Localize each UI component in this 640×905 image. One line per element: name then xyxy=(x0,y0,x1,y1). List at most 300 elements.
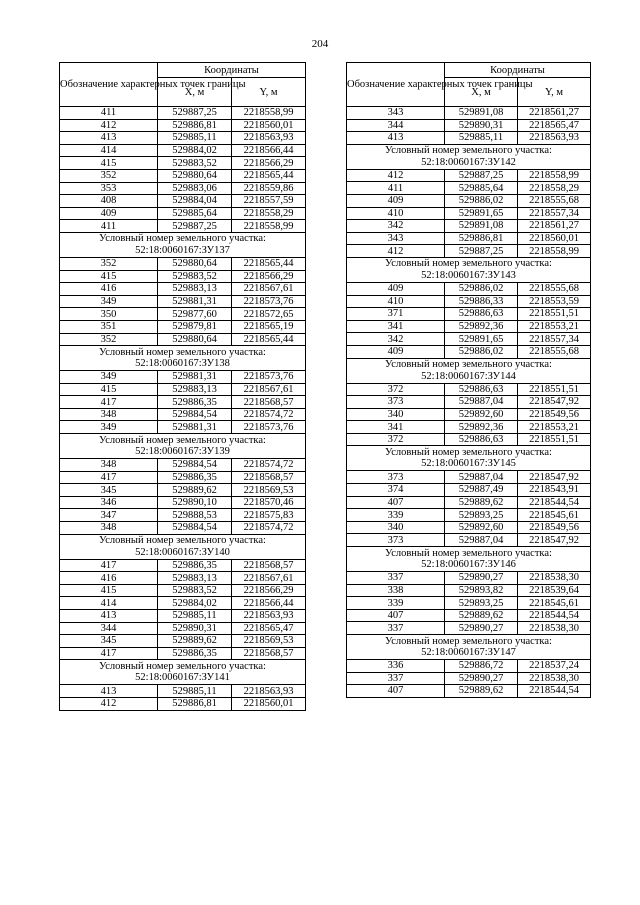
section-header-row xyxy=(60,660,306,685)
x-coordinate-cell: 529885,11 xyxy=(158,132,232,145)
x-coordinate-cell: 529891,08 xyxy=(445,220,518,233)
table-row xyxy=(347,609,591,622)
x-coordinate-cell: 529880,64 xyxy=(158,257,232,270)
table-row xyxy=(347,107,591,120)
point-id-cell: 413 xyxy=(60,610,158,623)
x-coordinate-cell: 529890,31 xyxy=(445,119,518,132)
land-plot-number: Условный номер земельного участка: 52:18:0060167:ЗУ143 xyxy=(347,257,591,282)
table-row xyxy=(60,647,306,660)
point-id-cell: 351 xyxy=(60,320,158,333)
y-coordinate-cell: 2218565,19 xyxy=(232,320,306,333)
table-row xyxy=(60,635,306,648)
x-coordinate-cell: 529893,82 xyxy=(445,584,518,597)
x-coordinate-cell: 529883,52 xyxy=(158,270,232,283)
point-id-cell: 411 xyxy=(60,107,158,120)
x-coordinate-cell: 529886,33 xyxy=(445,295,518,308)
y-coordinate-cell: 2218574,72 xyxy=(232,522,306,535)
point-id-cell: 344 xyxy=(60,622,158,635)
header-x: X, м xyxy=(158,78,232,107)
x-coordinate-cell: 529893,25 xyxy=(445,597,518,610)
point-id-cell: 373 xyxy=(347,471,445,484)
point-id-cell: 372 xyxy=(347,433,445,446)
point-id-cell: 374 xyxy=(347,484,445,497)
table-row xyxy=(347,308,591,321)
header-designation: Обозначение характерных точек границы xyxy=(60,63,158,107)
x-coordinate-cell: 529880,64 xyxy=(158,333,232,346)
y-coordinate-cell: 2218575,83 xyxy=(232,509,306,522)
x-coordinate-cell: 529886,02 xyxy=(445,282,518,295)
x-coordinate-cell: 529884,04 xyxy=(158,195,232,208)
y-coordinate-cell: 2218569,53 xyxy=(232,635,306,648)
y-coordinate-cell: 2218557,34 xyxy=(518,333,591,346)
x-coordinate-cell: 529886,63 xyxy=(445,383,518,396)
x-coordinate-cell: 529890,27 xyxy=(445,572,518,585)
header-y: Y, м xyxy=(518,78,591,107)
table-row xyxy=(347,119,591,132)
point-id-cell: 337 xyxy=(347,572,445,585)
point-id-cell: 409 xyxy=(60,207,158,220)
y-coordinate-cell: 2218559,86 xyxy=(232,182,306,195)
point-id-cell: 414 xyxy=(60,144,158,157)
x-coordinate-cell: 529890,27 xyxy=(445,672,518,685)
y-coordinate-cell: 2218551,51 xyxy=(518,308,591,321)
x-coordinate-cell: 529891,08 xyxy=(445,107,518,120)
table-row xyxy=(60,383,306,396)
section-header-row xyxy=(347,257,591,282)
table-row xyxy=(60,182,306,195)
table-row xyxy=(347,496,591,509)
table-row xyxy=(60,207,306,220)
table-row xyxy=(60,685,306,698)
point-id-cell: 416 xyxy=(60,572,158,585)
point-id-cell: 341 xyxy=(347,421,445,434)
land-plot-number: Условный номер земельного участка: 52:18:0060167:ЗУ141 xyxy=(60,660,306,685)
point-id-cell: 411 xyxy=(60,220,158,233)
point-id-cell: 349 xyxy=(60,421,158,434)
table-row xyxy=(347,597,591,610)
section-header-row xyxy=(60,434,306,459)
point-id-cell: 348 xyxy=(60,522,158,535)
x-coordinate-cell: 529883,06 xyxy=(158,182,232,195)
y-coordinate-cell: 2218557,34 xyxy=(518,207,591,220)
y-coordinate-cell: 2218555,68 xyxy=(518,345,591,358)
y-coordinate-cell: 2218544,54 xyxy=(518,685,591,698)
table-row xyxy=(60,421,306,434)
x-coordinate-cell: 529886,02 xyxy=(445,194,518,207)
table-row xyxy=(60,308,306,321)
table-row xyxy=(347,232,591,245)
table-row xyxy=(347,194,591,207)
table-row xyxy=(347,333,591,346)
x-coordinate-cell: 529892,36 xyxy=(445,421,518,434)
table-row xyxy=(347,433,591,446)
point-id-cell: 409 xyxy=(347,194,445,207)
x-coordinate-cell: 529879,81 xyxy=(158,320,232,333)
y-coordinate-cell: 2218567,61 xyxy=(232,283,306,296)
y-coordinate-cell: 2218573,76 xyxy=(232,295,306,308)
table-row xyxy=(60,333,306,346)
y-coordinate-cell: 2218574,72 xyxy=(232,459,306,472)
point-id-cell: 336 xyxy=(347,660,445,673)
land-plot-number: Условный номер земельного участка: 52:18:0060167:ЗУ140 xyxy=(60,534,306,559)
point-id-cell: 338 xyxy=(347,584,445,597)
x-coordinate-cell: 529883,13 xyxy=(158,283,232,296)
y-coordinate-cell: 2218538,30 xyxy=(518,622,591,635)
x-coordinate-cell: 529892,60 xyxy=(445,408,518,421)
point-id-cell: 413 xyxy=(60,685,158,698)
table-row xyxy=(60,396,306,409)
point-id-cell: 348 xyxy=(60,459,158,472)
y-coordinate-cell: 2218561,27 xyxy=(518,220,591,233)
y-coordinate-cell: 2218555,68 xyxy=(518,282,591,295)
y-coordinate-cell: 2218561,27 xyxy=(518,107,591,120)
land-plot-number: Условный номер земельного участка: 52:18:0060167:ЗУ145 xyxy=(347,446,591,471)
y-coordinate-cell: 2218549,56 xyxy=(518,521,591,534)
x-coordinate-cell: 529887,25 xyxy=(158,107,232,120)
y-coordinate-cell: 2218558,29 xyxy=(518,182,591,195)
point-id-cell: 373 xyxy=(347,534,445,547)
point-id-cell: 337 xyxy=(347,672,445,685)
table-row xyxy=(347,471,591,484)
x-coordinate-cell: 529887,25 xyxy=(158,220,232,233)
y-coordinate-cell: 2218555,68 xyxy=(518,194,591,207)
point-id-cell: 417 xyxy=(60,471,158,484)
y-coordinate-cell: 2218543,91 xyxy=(518,484,591,497)
point-id-cell: 409 xyxy=(347,345,445,358)
y-coordinate-cell: 2218551,51 xyxy=(518,383,591,396)
point-id-cell: 352 xyxy=(60,257,158,270)
header-x: X, м xyxy=(445,78,518,107)
y-coordinate-cell: 2218566,29 xyxy=(232,584,306,597)
point-id-cell: 352 xyxy=(60,333,158,346)
y-coordinate-cell: 2218545,61 xyxy=(518,597,591,610)
table-body xyxy=(347,107,591,698)
x-coordinate-cell: 529884,02 xyxy=(158,144,232,157)
land-plot-number: Условный номер земельного участка: 52:18:0060167:ЗУ139 xyxy=(60,434,306,459)
y-coordinate-cell: 2218568,57 xyxy=(232,396,306,409)
x-coordinate-cell: 529888,53 xyxy=(158,509,232,522)
y-coordinate-cell: 2218539,64 xyxy=(518,584,591,597)
point-id-cell: 413 xyxy=(347,132,445,145)
x-coordinate-cell: 529889,62 xyxy=(158,484,232,497)
x-coordinate-cell: 529885,11 xyxy=(158,685,232,698)
y-coordinate-cell: 2218567,61 xyxy=(232,572,306,585)
table-row xyxy=(347,295,591,308)
table-row xyxy=(60,132,306,145)
x-coordinate-cell: 529887,04 xyxy=(445,534,518,547)
y-coordinate-cell: 2218567,61 xyxy=(232,383,306,396)
x-coordinate-cell: 529887,04 xyxy=(445,396,518,409)
x-coordinate-cell: 529889,62 xyxy=(445,609,518,622)
x-coordinate-cell: 529885,11 xyxy=(158,610,232,623)
x-coordinate-cell: 529881,31 xyxy=(158,421,232,434)
table-row xyxy=(60,320,306,333)
table-row xyxy=(60,371,306,384)
point-id-cell: 410 xyxy=(347,295,445,308)
table-row xyxy=(347,245,591,258)
y-coordinate-cell: 2218558,29 xyxy=(232,207,306,220)
y-coordinate-cell: 2218565,44 xyxy=(232,257,306,270)
table-row xyxy=(60,270,306,283)
x-coordinate-cell: 529881,31 xyxy=(158,295,232,308)
point-id-cell: 407 xyxy=(347,609,445,622)
point-id-cell: 344 xyxy=(347,119,445,132)
x-coordinate-cell: 529887,49 xyxy=(445,484,518,497)
land-plot-number: Условный номер земельного участка: 52:18:0060167:ЗУ137 xyxy=(60,232,306,257)
land-plot-number: Условный номер земельного участка: 52:18:0060167:ЗУ147 xyxy=(347,635,591,660)
table-row xyxy=(60,157,306,170)
y-coordinate-cell: 2218545,61 xyxy=(518,509,591,522)
y-coordinate-cell: 2218560,01 xyxy=(232,119,306,132)
table-row xyxy=(60,697,306,710)
table-row xyxy=(60,622,306,635)
point-id-cell: 415 xyxy=(60,157,158,170)
point-id-cell: 412 xyxy=(347,245,445,258)
table-row xyxy=(347,672,591,685)
point-id-cell: 411 xyxy=(347,182,445,195)
header-designation: Обозначение характерных точек границы xyxy=(347,63,445,107)
section-header-row xyxy=(347,547,591,572)
x-coordinate-cell: 529887,25 xyxy=(445,245,518,258)
point-id-cell: 416 xyxy=(60,283,158,296)
y-coordinate-cell: 2218551,51 xyxy=(518,433,591,446)
table-row xyxy=(60,509,306,522)
section-header-row xyxy=(347,358,591,383)
x-coordinate-cell: 529893,25 xyxy=(445,509,518,522)
y-coordinate-cell: 2218568,57 xyxy=(232,647,306,660)
table-row xyxy=(347,534,591,547)
table-row xyxy=(347,220,591,233)
x-coordinate-cell: 529883,52 xyxy=(158,157,232,170)
y-coordinate-cell: 2218563,93 xyxy=(232,610,306,623)
table-row xyxy=(347,622,591,635)
table-row xyxy=(347,509,591,522)
table-body xyxy=(60,107,306,711)
x-coordinate-cell: 529880,64 xyxy=(158,169,232,182)
y-coordinate-cell: 2218553,21 xyxy=(518,320,591,333)
table-row xyxy=(347,282,591,295)
y-coordinate-cell: 2218572,65 xyxy=(232,308,306,321)
point-id-cell: 415 xyxy=(60,270,158,283)
x-coordinate-cell: 529891,65 xyxy=(445,207,518,220)
point-id-cell: 345 xyxy=(60,635,158,648)
x-coordinate-cell: 529883,13 xyxy=(158,383,232,396)
y-coordinate-cell: 2218566,44 xyxy=(232,144,306,157)
table-row xyxy=(347,484,591,497)
y-coordinate-cell: 2218565,44 xyxy=(232,333,306,346)
point-id-cell: 353 xyxy=(60,182,158,195)
table-row xyxy=(347,320,591,333)
table-row xyxy=(60,220,306,233)
y-coordinate-cell: 2218557,59 xyxy=(232,195,306,208)
coordinates-table-right xyxy=(346,62,591,698)
table-row xyxy=(60,496,306,509)
y-coordinate-cell: 2218544,54 xyxy=(518,609,591,622)
table-row xyxy=(347,169,591,182)
y-coordinate-cell: 2218563,93 xyxy=(232,685,306,698)
x-coordinate-cell: 529886,35 xyxy=(158,647,232,660)
x-coordinate-cell: 529885,11 xyxy=(445,132,518,145)
table-row xyxy=(60,522,306,535)
table-row xyxy=(347,408,591,421)
table-row xyxy=(347,207,591,220)
section-header-row xyxy=(347,446,591,471)
point-id-cell: 339 xyxy=(347,509,445,522)
table-row xyxy=(347,521,591,534)
point-id-cell: 412 xyxy=(60,697,158,710)
point-id-cell: 350 xyxy=(60,308,158,321)
header-coordinates: Координаты xyxy=(445,63,591,78)
x-coordinate-cell: 529890,10 xyxy=(158,496,232,509)
point-id-cell: 412 xyxy=(60,119,158,132)
point-id-cell: 372 xyxy=(347,383,445,396)
y-coordinate-cell: 2218558,99 xyxy=(232,220,306,233)
x-coordinate-cell: 529887,04 xyxy=(445,471,518,484)
y-coordinate-cell: 2218568,57 xyxy=(232,471,306,484)
x-coordinate-cell: 529886,02 xyxy=(445,345,518,358)
table-row xyxy=(60,408,306,421)
y-coordinate-cell: 2218549,56 xyxy=(518,408,591,421)
table-row xyxy=(60,195,306,208)
x-coordinate-cell: 529889,62 xyxy=(445,685,518,698)
table-row xyxy=(60,295,306,308)
table-row xyxy=(60,610,306,623)
page-number: 204 xyxy=(311,38,329,50)
point-id-cell: 410 xyxy=(347,207,445,220)
section-header-row xyxy=(60,232,306,257)
table-row xyxy=(347,584,591,597)
table-row xyxy=(60,559,306,572)
x-coordinate-cell: 529886,72 xyxy=(445,660,518,673)
table-row xyxy=(347,383,591,396)
table-row xyxy=(60,484,306,497)
point-id-cell: 345 xyxy=(60,484,158,497)
point-id-cell: 339 xyxy=(347,597,445,610)
y-coordinate-cell: 2218558,99 xyxy=(232,107,306,120)
point-id-cell: 415 xyxy=(60,584,158,597)
point-id-cell: 346 xyxy=(60,496,158,509)
land-plot-number: Условный номер земельного участка: 52:18:0060167:ЗУ146 xyxy=(347,547,591,572)
y-coordinate-cell: 2218573,76 xyxy=(232,421,306,434)
y-coordinate-cell: 2218566,29 xyxy=(232,270,306,283)
point-id-cell: 371 xyxy=(347,308,445,321)
point-id-cell: 340 xyxy=(347,408,445,421)
table-row xyxy=(347,132,591,145)
x-coordinate-cell: 529890,27 xyxy=(445,622,518,635)
table-row xyxy=(60,283,306,296)
section-header-row xyxy=(347,144,591,169)
y-coordinate-cell: 2218570,46 xyxy=(232,496,306,509)
point-id-cell: 409 xyxy=(347,282,445,295)
point-id-cell: 415 xyxy=(60,383,158,396)
table-row xyxy=(347,660,591,673)
table-row xyxy=(347,421,591,434)
y-coordinate-cell: 2218569,53 xyxy=(232,484,306,497)
point-id-cell: 342 xyxy=(347,220,445,233)
y-coordinate-cell: 2218553,59 xyxy=(518,295,591,308)
point-id-cell: 341 xyxy=(347,320,445,333)
point-id-cell: 348 xyxy=(60,408,158,421)
y-coordinate-cell: 2218565,44 xyxy=(232,169,306,182)
table-row xyxy=(60,119,306,132)
y-coordinate-cell: 2218547,92 xyxy=(518,396,591,409)
y-coordinate-cell: 2218538,30 xyxy=(518,572,591,585)
x-coordinate-cell: 529886,63 xyxy=(445,308,518,321)
point-id-cell: 343 xyxy=(347,232,445,245)
land-plot-number: Условный номер земельного участка: 52:18:0060167:ЗУ138 xyxy=(60,346,306,371)
y-coordinate-cell: 2218573,76 xyxy=(232,371,306,384)
y-coordinate-cell: 2218558,99 xyxy=(518,169,591,182)
land-plot-number: Условный номер земельного участка: 52:18:0060167:ЗУ144 xyxy=(347,358,591,383)
point-id-cell: 337 xyxy=(347,622,445,635)
x-coordinate-cell: 529886,35 xyxy=(158,559,232,572)
y-coordinate-cell: 2218565,47 xyxy=(518,119,591,132)
point-id-cell: 349 xyxy=(60,371,158,384)
y-coordinate-cell: 2218547,92 xyxy=(518,534,591,547)
section-header-row xyxy=(60,534,306,559)
y-coordinate-cell: 2218563,93 xyxy=(518,132,591,145)
table-row xyxy=(347,396,591,409)
table-row xyxy=(347,572,591,585)
table-row xyxy=(60,471,306,484)
point-id-cell: 407 xyxy=(347,685,445,698)
y-coordinate-cell: 2218574,72 xyxy=(232,408,306,421)
table-row xyxy=(60,257,306,270)
x-coordinate-cell: 529881,31 xyxy=(158,371,232,384)
x-coordinate-cell: 529886,81 xyxy=(158,119,232,132)
x-coordinate-cell: 529884,54 xyxy=(158,459,232,472)
y-coordinate-cell: 2218547,92 xyxy=(518,471,591,484)
table-row xyxy=(60,169,306,182)
x-coordinate-cell: 529877,60 xyxy=(158,308,232,321)
y-coordinate-cell: 2218563,93 xyxy=(232,132,306,145)
point-id-cell: 417 xyxy=(60,559,158,572)
x-coordinate-cell: 529891,65 xyxy=(445,333,518,346)
y-coordinate-cell: 2218560,01 xyxy=(518,232,591,245)
x-coordinate-cell: 529889,62 xyxy=(158,635,232,648)
x-coordinate-cell: 529885,64 xyxy=(158,207,232,220)
section-header-row xyxy=(60,346,306,371)
x-coordinate-cell: 529883,52 xyxy=(158,584,232,597)
y-coordinate-cell: 2218538,30 xyxy=(518,672,591,685)
point-id-cell: 413 xyxy=(60,132,158,145)
x-coordinate-cell: 529890,31 xyxy=(158,622,232,635)
x-coordinate-cell: 529886,35 xyxy=(158,396,232,409)
point-id-cell: 349 xyxy=(60,295,158,308)
x-coordinate-cell: 529887,25 xyxy=(445,169,518,182)
point-id-cell: 342 xyxy=(347,333,445,346)
coordinates-table-left xyxy=(59,62,306,711)
x-coordinate-cell: 529886,81 xyxy=(445,232,518,245)
y-coordinate-cell: 2218566,44 xyxy=(232,597,306,610)
point-id-cell: 414 xyxy=(60,597,158,610)
point-id-cell: 407 xyxy=(347,496,445,509)
y-coordinate-cell: 2218566,29 xyxy=(232,157,306,170)
x-coordinate-cell: 529892,60 xyxy=(445,521,518,534)
point-id-cell: 347 xyxy=(60,509,158,522)
x-coordinate-cell: 529883,13 xyxy=(158,572,232,585)
x-coordinate-cell: 529884,02 xyxy=(158,597,232,610)
point-id-cell: 373 xyxy=(347,396,445,409)
table-row xyxy=(347,182,591,195)
table-row xyxy=(60,144,306,157)
table-row xyxy=(347,685,591,698)
x-coordinate-cell: 529885,64 xyxy=(445,182,518,195)
y-coordinate-cell: 2218553,21 xyxy=(518,421,591,434)
x-coordinate-cell: 529884,54 xyxy=(158,408,232,421)
y-coordinate-cell: 2218565,47 xyxy=(232,622,306,635)
header-y: Y, м xyxy=(232,78,306,107)
